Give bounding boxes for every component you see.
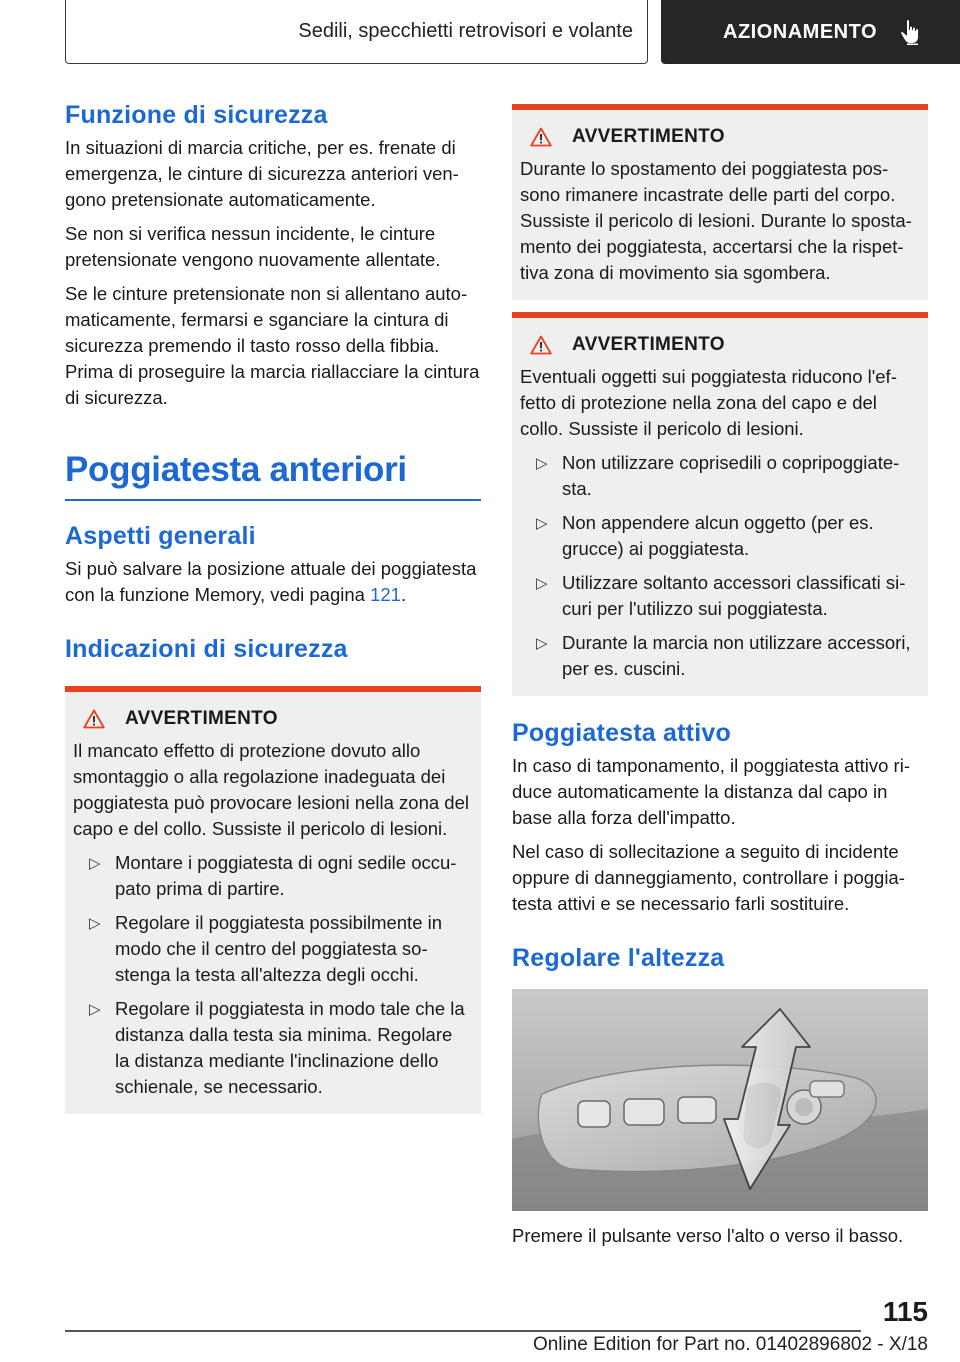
list-item: ▷ Montare i poggiatesta di ogni sedile occupato prima di partire. bbox=[89, 852, 457, 899]
safety-paragraph-3: Se le cinture pretensionate non si allentano automaticamente, fermarsi e sganciare la cintura di sicurezza premendo il tasto rosso della fibbia. Prima di proseguire la marcia riallacciare la cintura di sicurezza. bbox=[65, 283, 480, 408]
chapter-title: AZIONAMENTO bbox=[723, 20, 878, 43]
photo-caption: Premere il pulsante verso l'alto o verso il basso. bbox=[512, 1225, 904, 1246]
front-headrests-heading: Poggiatesta anteriori bbox=[65, 449, 481, 501]
warning-triangle-icon bbox=[530, 127, 552, 147]
active-paragraph-1: In caso di tamponamento, il poggiatesta attivo riduce automaticamente la distanza dal capo in base alla forza dell'impatto. bbox=[512, 755, 910, 828]
safety-paragraph-1: In situazioni di marcia critiche, per es. frenate di emergenza, le cinture di sicurezza anteriori vengono pretensionate automaticamente. bbox=[65, 137, 459, 210]
warning-title: AVVERTIMENTO bbox=[520, 332, 918, 358]
left-column bbox=[65, 100, 481, 1114]
warning-list bbox=[520, 450, 918, 682]
list-item: ▷ Durante la marcia non utilizzare accessori, per es. cuscini. bbox=[536, 632, 911, 679]
seat-control-switch-photo bbox=[512, 989, 928, 1211]
footer-edition: Online Edition for Part no. 01402896802 - X/18 bbox=[532, 1334, 928, 1355]
warning-box-movement bbox=[512, 104, 928, 300]
warning-list bbox=[73, 850, 471, 1100]
warning-text: Durante lo spostamento dei poggiatesta possono rimanere incastrate delle parti del corpo. Sussiste il pericolo di lesioni. Durante lo spostamento dei poggiatesta, accertarsi che la rispettiva zona di movimento sia sgombera. bbox=[520, 158, 912, 283]
safety-function-heading: Funzione di sicurezza bbox=[65, 101, 328, 129]
page-reference-link[interactable]: 121 bbox=[370, 584, 401, 605]
safety-paragraph-2: Se non si verifica nessun incidente, le cinture pretensionate vengono nuovamente allentate. bbox=[65, 223, 441, 270]
section-title: Sedili, specchietti retrovisori e volante bbox=[298, 20, 633, 42]
warning-text: Il mancato effetto di protezione dovuto allo smontaggio o alla regolazione inadeguata dei poggiatesta può provocare lesioni nella zona del capo e del collo. Sussiste il pericolo di lesioni. bbox=[73, 740, 469, 839]
warning-triangle-icon bbox=[530, 335, 552, 355]
active-headrest-heading: Poggiatesta attivo bbox=[512, 719, 731, 747]
list-item: ▷ Regolare il poggiatesta possibilmente in modo che il centro del poggiatesta sostenga la testa all'altezza degli occhi. bbox=[89, 912, 443, 985]
general-aspects-heading: Aspetti generali bbox=[65, 522, 256, 550]
right-column bbox=[512, 100, 928, 1249]
list-item: ▷ Non appendere alcun oggetto (per es. grucce) ai poggiatesta. bbox=[536, 512, 874, 559]
warning-text: Eventuali oggetti sui poggiatesta riducono l'effetto di protezione nella zona del capo e del collo. Sussiste il pericolo di lesioni. bbox=[520, 366, 897, 439]
warning-title: AVVERTIMENTO bbox=[520, 124, 918, 150]
section-header bbox=[65, 0, 648, 64]
list-item: ▷ Regolare il poggiatesta in modo tale che la distanza dalla testa sia minima. Regolare la distanza mediante l'inclinazione dello schienale, se necessario. bbox=[89, 998, 465, 1097]
warning-box bbox=[65, 686, 481, 1114]
active-paragraph-2: Nel caso di sollecitazione a seguito di incidente oppure di danneggiamento, controllare i poggiatesta attivi e se necessario farli sostituire. bbox=[512, 841, 905, 914]
footer-divider bbox=[65, 1330, 861, 1332]
adjust-height-heading: Regolare l'altezza bbox=[512, 944, 725, 972]
warning-triangle-icon bbox=[83, 709, 105, 729]
hand-pointer-icon bbox=[899, 19, 923, 45]
page-number: 115 bbox=[882, 1296, 928, 1327]
warning-title: AVVERTIMENTO bbox=[73, 706, 471, 732]
chapter-header bbox=[661, 0, 960, 64]
general-paragraph: Si può salvare la posizione attuale dei poggiatesta con la funzione Memory, vedi pagina 121. bbox=[65, 558, 477, 605]
list-item: ▷ Non utilizzare coprisedili o copripoggiatesta. bbox=[536, 452, 900, 499]
safety-notes-heading: Indicazioni di sicurezza bbox=[65, 635, 348, 663]
list-item: ▷ Utilizzare soltanto accessori classificati sicuri per l'utilizzo sui poggiatesta. bbox=[536, 572, 906, 619]
warning-box-objects bbox=[512, 312, 928, 696]
